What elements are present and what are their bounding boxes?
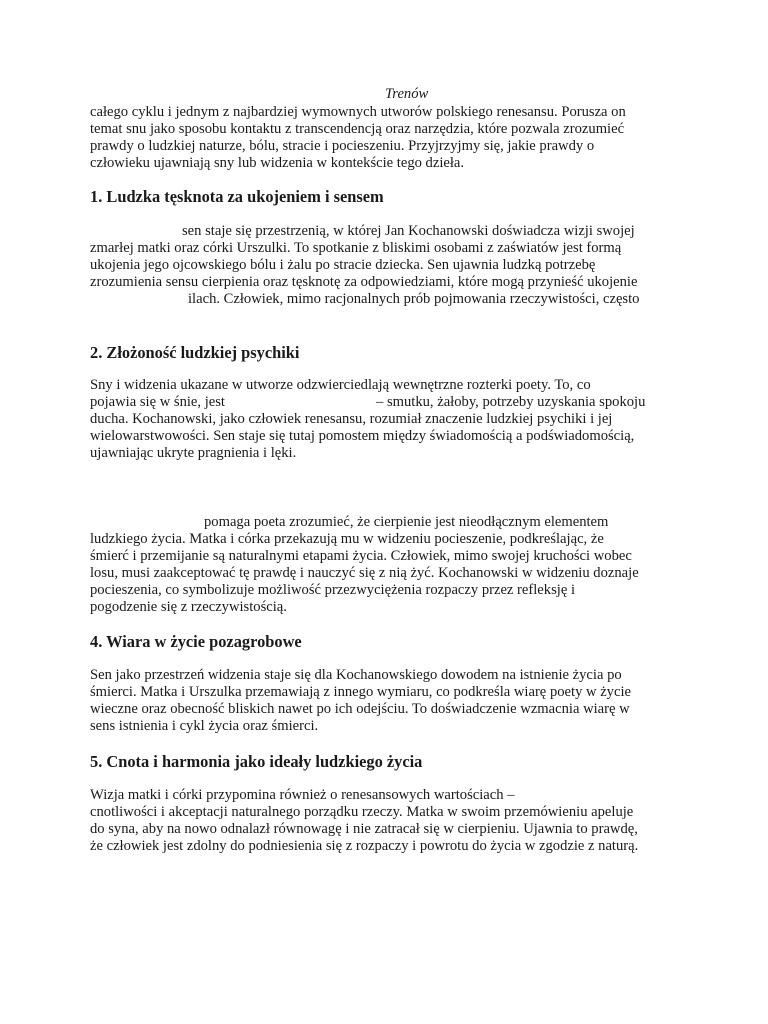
section-2-line: ujawniając ukryte pragnienia i lęki. [90, 445, 297, 461]
section-3-line: losu, musi zaakceptować tę prawdę i nauczyć się z nią żyć. Kochanowski w widzeniu doznaje [90, 565, 639, 581]
section-4-line: śmierci. Matka i Urszulka przemawiają z innego wymiaru, co podkreśla wiarę poety w życie [90, 684, 631, 700]
section-1-line: sen staje się przestrzenią, w której Jan Kochanowski doświadcza wizji swojej [182, 223, 635, 239]
section-4-heading: 4. Wiara w życie pozagrobowe [90, 632, 302, 651]
section-3-line: śmierć i przemijanie są naturalnymi etapami życia. Człowiek, mimo swojej kruchości wobec [90, 548, 632, 564]
section-4-line: wieczne oraz obecność bliskich nawet po ich odejściu. To doświadczenie wzmacnia wiarę w [90, 701, 630, 717]
section-4-line: sens istnienia i cykl życia oraz śmierci. [90, 718, 319, 734]
section-2-line: – smutku, żałoby, potrzeby uzyskania spokoju [376, 394, 646, 410]
section-3-line: ludzkiego życia. Matka i córka przekazują mu w widzeniu pocieszenie, podkreślając, że [90, 531, 604, 547]
section-1-line: ukojenia jego ojcowskiego bólu i żalu po stracie dziecka. Sen ujawnia ludzką potrzebę [90, 257, 596, 273]
section-1-line: ilach. Człowiek, mimo racjonalnych prób pojmowania rzeczywistości, często [188, 291, 640, 307]
section-3-line: pocieszenia, co symbolizuje możliwość przezwyciężenia rozpaczy przez refleksję i [90, 582, 575, 598]
section-5-line: cnotliwości i akceptacji naturalnego porządku rzeczy. Matka w swoim przemówieniu apeluje [90, 804, 634, 820]
intro-line: człowieku ujawniają sny lub widzenia w kontekście tego dzieła. [90, 155, 465, 171]
section-1-line: zrozumienia sensu cierpienia oraz tęsknotę za odpowiedziami, które mogą przynieść ukojenie [90, 274, 638, 290]
section-2-line: wielowarstwowości. Sen staje się tutaj pomostem między świadomością a podświadomością, [90, 428, 635, 444]
section-1-line: zmarłej matki oraz córki Urszulki. To spotkanie z bliskimi osobami z zaświatów jest formą [90, 240, 622, 256]
section-3-line: pomaga poeta zrozumieć, że cierpienie jest nieodłącznym elementem [204, 514, 609, 530]
section-2-line: ducha. Kochanowski, jako człowiek renesansu, rozumiał znaczenie ludzkiej psychiki i jej [90, 411, 613, 427]
intro-line: prawdy o ludzkiej naturze, bólu, stracie i pocieszeniu. Przyjrzyjmy się, jakie prawdy o [90, 138, 595, 154]
section-2-line: Sny i widzenia ukazane w utworze odzwierciedlają wewnętrzne rozterki poety. To, co [90, 377, 591, 393]
section-2-heading: 2. Złożoność ludzkiej psychiki [90, 343, 300, 362]
section-3-line: pogodzenie się z rzeczywistością. [90, 599, 287, 615]
section-4-line: Sen jako przestrzeń widzenia staje się dla Kochanowskiego dowodem na istnienie życia po [90, 667, 622, 683]
intro-line: całego cyklu i jednym z najbardziej wymownych utworów polskiego renesansu. Porusza on [90, 104, 626, 120]
section-5-line: że człowiek jest zdolny do podniesienia się z rozpaczy i powrotu do życia w zgodzie z naturą. [90, 838, 639, 854]
section-5-line: Wizja matki i córki przypomina również o renesansowych wartościach – [90, 787, 515, 803]
section-5-heading: 5. Cnota i harmonia jako ideały ludzkiego życia [90, 752, 423, 771]
intro-line: temat snu jako sposobu kontaktu z transcendencją oraz narzędzia, które pozwala zrozumieć [90, 121, 625, 137]
fragment-title: Trenów [385, 86, 429, 102]
section-5-line: do syna, aby na nowo odnalazł równowagę i nie zatracał się w cierpieniu. Ujawnia to prawdę, [90, 821, 638, 837]
section-1-heading: 1. Ludzka tęsknota za ukojeniem i sensem [90, 187, 384, 206]
section-2-line: pojawia się w śnie, jest [90, 394, 225, 410]
